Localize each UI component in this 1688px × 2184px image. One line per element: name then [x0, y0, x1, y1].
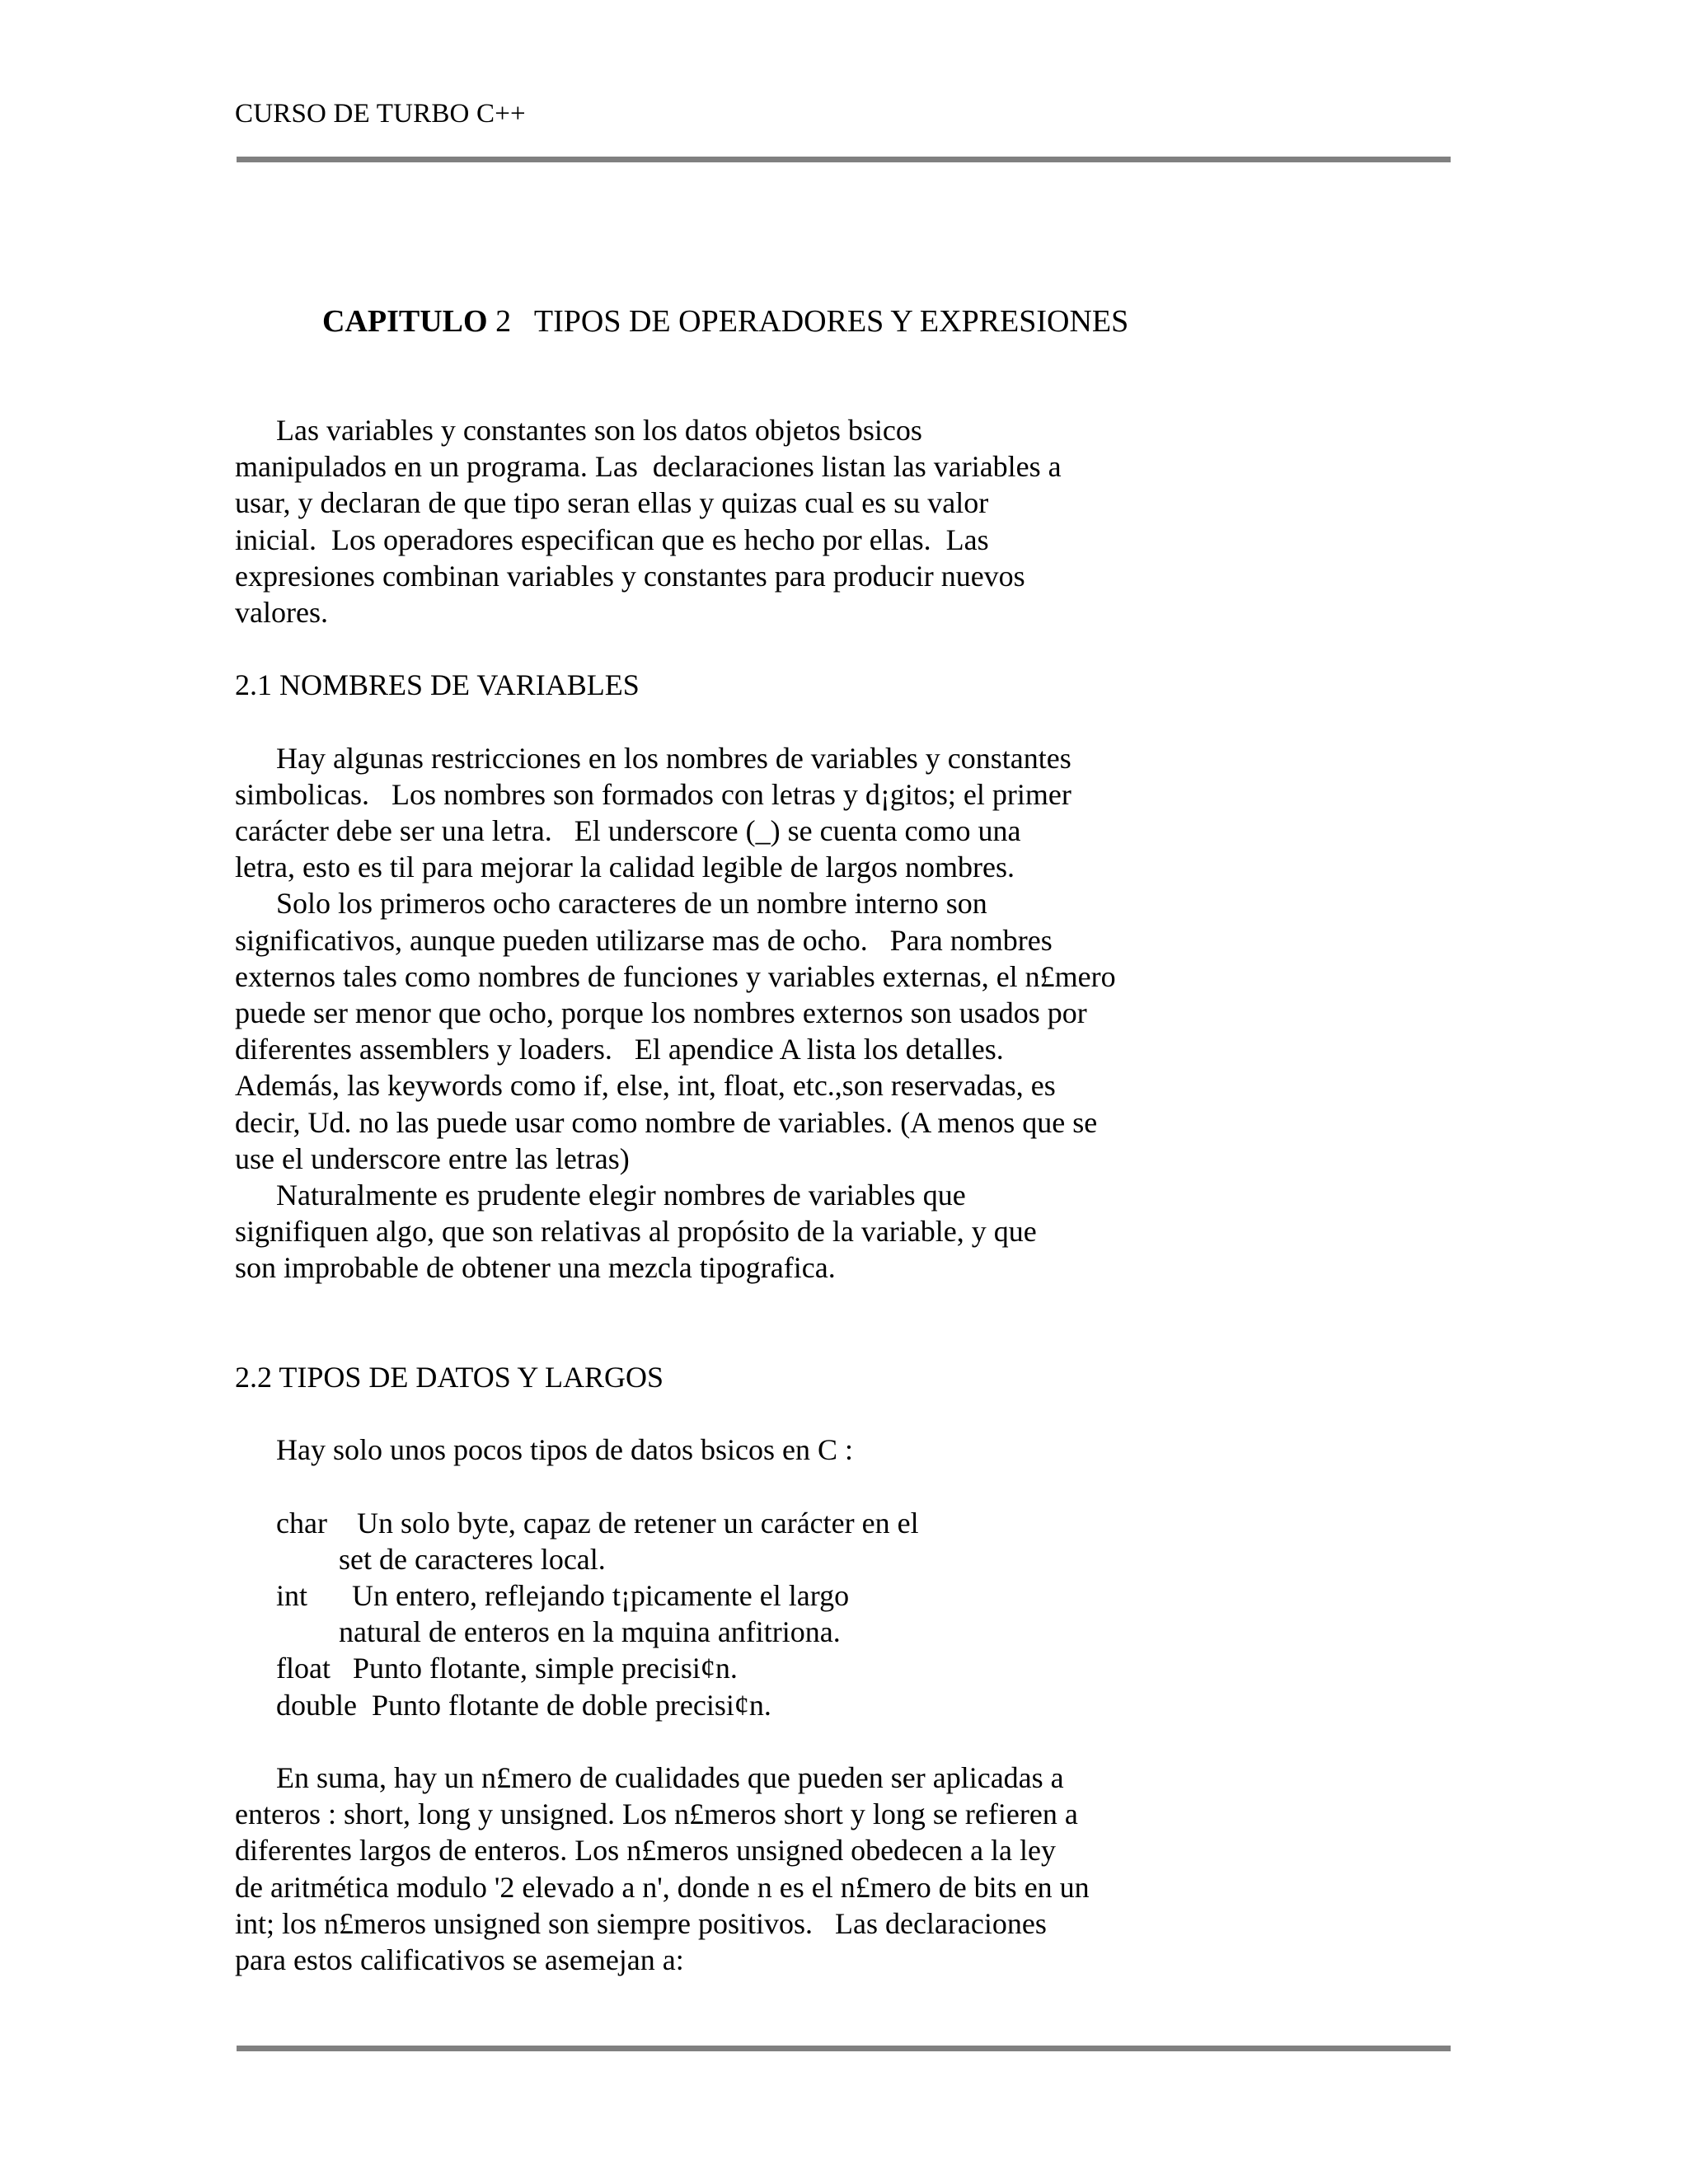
section2-line: En suma, hay un n£mero de cualidades que pueden ser aplicadas a	[276, 1760, 1064, 1794]
section1-line: Naturalmente es prudente elegir nombres de variables que	[276, 1178, 966, 1212]
section1-line: puede ser menor que ocho, porque los nombres externos son usados por	[235, 996, 1087, 1029]
section2-line: diferentes largos de enteros. Los n£meros unsigned obedecen a la ley	[235, 1834, 1057, 1868]
section1-line: Hay algunas restricciones en los nombres de variables y constantes	[276, 741, 1071, 775]
intro-line: inicial. Los operadores especifican que es hecho por ellas. Las	[235, 523, 989, 556]
section2-lead: Hay solo unos pocos tipos de datos bsicos en C :	[276, 1433, 853, 1467]
type-definition: int Un entero, reflejando t¡picamente el largo	[276, 1579, 850, 1613]
section1-line: signifiquen algo, que son relativas al propósito de la variable, y que	[235, 1215, 1037, 1249]
spacer	[235, 1468, 1224, 1504]
section1-line: Además, las keywords como if, else, int, float, etc.,son reservadas, es	[235, 1069, 1056, 1103]
section-heading-1: 2.1 NOMBRES DE VARIABLES	[235, 668, 640, 702]
header-rule	[237, 157, 1451, 162]
section1-line: significativos, aunque pueden utilizarse mas de ocho. Para nombres	[235, 923, 1053, 957]
type-definition: float Punto flotante, simple precisi¢n.	[276, 1652, 738, 1685]
type-definition: natural de enteros en la mquina anfitriona.	[339, 1615, 841, 1649]
type-definition: set de caracteres local.	[339, 1542, 606, 1576]
running-header: CURSO DE TURBO C++	[235, 99, 526, 129]
spacer	[235, 1723, 1224, 1760]
section1-line: decir, Ud. no las puede usar como nombre de variables. (A menos que se	[235, 1105, 1098, 1139]
spacer	[235, 1395, 1224, 1432]
section1-line: carácter debe ser una letra. El underscore (_) se cuenta como una	[235, 814, 1021, 848]
spacer	[235, 704, 1224, 740]
body-text	[235, 412, 1224, 1978]
section2-line: para estos calificativos se asemejan a:	[235, 1943, 684, 1976]
intro-line: usar, y declaran de que tipo seran ellas y quizas cual es su valor	[235, 486, 989, 520]
spacer	[235, 1286, 1224, 1359]
section1-line: letra, esto es til para mejorar la calidad legible de largos nombres.	[235, 851, 1015, 884]
chapter-title: TIPOS DE OPERADORES Y EXPRESIONES	[533, 304, 1129, 339]
spacer	[235, 630, 1224, 667]
chapter-heading	[322, 303, 1128, 340]
chapter-number: 2	[495, 304, 512, 339]
section1-line: externos tales como nombres de funciones y variables externas, el n£mero	[235, 959, 1116, 993]
type-definition: double Punto flotante de doble precisi¢n.	[276, 1688, 771, 1722]
section1-line: use el underscore entre las letras)	[235, 1141, 630, 1175]
chapter-label: CAPITULO	[322, 304, 488, 339]
intro-line: expresiones combinan variables y constantes para producir nuevos	[235, 559, 1025, 593]
section2-line: de aritmética modulo '2 elevado a n', donde n es el n£mero de bits en un	[235, 1870, 1090, 1904]
type-definition: char Un solo byte, capaz de retener un carácter en el	[276, 1506, 919, 1540]
section2-line: enteros : short, long y unsigned. Los n£meros short y long se refieren a	[235, 1797, 1078, 1831]
section1-line: diferentes assemblers y loaders. El apendice A lista los detalles.	[235, 1033, 1004, 1066]
section1-line: Solo los primeros ocho caracteres de un nombre interno son	[276, 887, 987, 921]
section2-line: int; los n£meros unsigned son siempre positivos. Las declaraciones	[235, 1906, 1047, 1940]
footer-rule	[237, 2046, 1451, 2051]
section-heading-2: 2.2 TIPOS DE DATOS Y LARGOS	[235, 1360, 664, 1394]
intro-line: Las variables y constantes son los datos objetos bsicos	[276, 414, 922, 447]
section1-line: son improbable de obtener una mezcla tipografica.	[235, 1251, 836, 1285]
intro-line: valores.	[235, 595, 328, 629]
intro-line: manipulados en un programa. Las declaraciones listan las variables a	[235, 450, 1062, 484]
section1-line: simbolicas. Los nombres son formados con letras y d¡gitos; el primer	[235, 777, 1071, 811]
